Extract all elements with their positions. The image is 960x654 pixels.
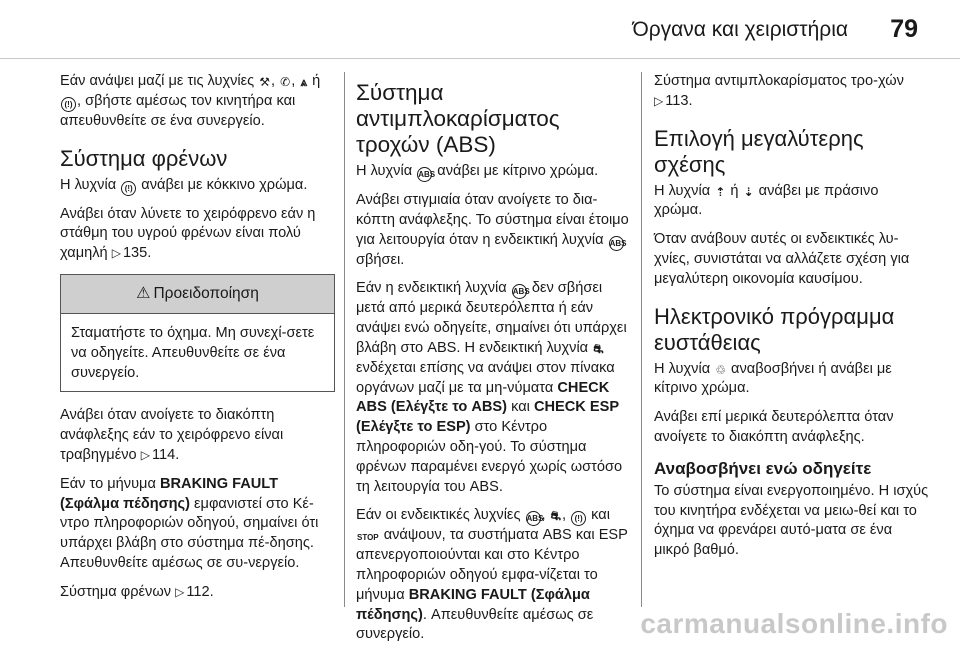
text: Ανάβει στιγμιαία όταν ανοίγετε το δια-κόπτη ανάφλεξης. Το σύστημα είναι έτοιμο για λειτουργία όταν η ενδεικτική λυχνία: [356, 192, 629, 248]
text: Η λυχνία: [654, 182, 715, 199]
text: ενδέχεται επίσης να ανάψει στον πίνακα οργάνων μαζί με τα μη-νύματα: [356, 359, 615, 396]
paragraph: [654, 182, 930, 222]
abs-icon: ABS: [526, 511, 541, 526]
column-divider: [344, 72, 345, 607]
text: ανάψουν, τα συστήματα ABS και ESP απενεργοποιούνται και στο Κέντρο πληροφοριών οδηγού εμφα-νίζεται το μήνυμα: [356, 527, 628, 603]
text: ή: [726, 182, 743, 199]
page-header: [0, 0, 960, 62]
watermark: carmanualsonline.info: [640, 608, 948, 639]
page-reference-icon: ▷: [140, 447, 150, 462]
page-reference[interactable]: 113.: [665, 92, 693, 109]
message-text: CHECK ABS (Ελέγξτε το ABS): [356, 379, 610, 416]
brake-warning-icon: (!): [571, 511, 586, 526]
text: Ανάβει όταν ανοίγετε το διακόπτη ανάφλεξης εάν το χειρόφρενο είναι τραβηγμένο: [60, 407, 284, 463]
text: Εάν το μήνυμα: [60, 475, 160, 492]
text: , σβήστε αμέσως τον κινητήρα και απευθυνθείτε σε ένα συνεργείο.: [60, 92, 296, 129]
page-reference-icon: ▷: [654, 93, 664, 108]
stop-icon: STOP: [357, 533, 379, 543]
text: ,: [291, 73, 296, 89]
text: Εάν η ενδεικτική λυχνία: [356, 280, 511, 297]
abs-icon: ABS: [512, 284, 527, 299]
section-heading-abs: Σύστημα αντιμπλοκαρίσματος τροχών (ABS): [356, 80, 560, 157]
esp-program-icon: ♲: [715, 362, 726, 377]
paragraph: [356, 506, 629, 645]
paragraph: [654, 360, 930, 400]
text: αναβοσβήνει ή ανάβει με κίτρινο χρώμα.: [654, 360, 892, 397]
shift-up-icon: ⇡: [715, 184, 726, 199]
text: ,: [541, 507, 550, 524]
warning-header: [61, 275, 334, 314]
text: Εάν οι ενδεικτικές λυχνίες: [356, 507, 525, 524]
text: και: [507, 399, 534, 416]
paragraph: [654, 72, 930, 112]
esp-icon: ⛐: [593, 341, 604, 356]
column-divider: [641, 72, 642, 607]
text: εμφανιστεί στο Κέ-ντρο πληροφοριών οδηγού, σημαίνει ότι υπάρχει βλάβη στο σύστημα πέ-δησης. Απευθυνθείτε αμέσως σε συ-νεργείο.: [60, 495, 319, 571]
text: ,: [562, 507, 571, 524]
paragraph: [60, 475, 335, 574]
abs-icon: ABS: [609, 236, 624, 251]
paragraph: [60, 583, 335, 603]
esp-icon: ⛐: [550, 509, 561, 524]
paragraph: [356, 191, 629, 270]
warning-box: [60, 274, 335, 392]
warning-body: Σταματήστε το όχημα. Μη συνεχί-σετε να οδηγείτε. Απευθυνθείτε σε ένα συνεργείο.: [71, 324, 315, 381]
text: ανάβει με πράσινο χρώμα.: [654, 182, 879, 219]
airbag-icon: ✆: [280, 75, 291, 89]
text: στο Κέντρο πληροφοριών οδη-γού. Το σύστημα φρένων παραμένει ενεργό χωρίς ωστόσο τη λειτουργία του ABS.: [356, 419, 623, 495]
paragraph: [60, 176, 335, 196]
paragraph: Όταν ανάβουν αυτές οι ενδεικτικές λυ-χνίες, συνιστάται να αλλάζετε σχέση για μεγαλύτερη οικονομία καυσίμου.: [654, 231, 910, 287]
page-reference[interactable]: 112.: [186, 583, 214, 600]
header-title: Όργανα και χειριστήρια: [632, 18, 848, 41]
text: Σύστημα αντιμπλοκαρίσματος τρο-χών: [654, 73, 904, 89]
paragraph: Το σύστημα είναι ενεργοποιημένο. Η ισχύς του κινητήρα ενδέχεται να μειω-θεί και το όχημα να φρενάρει αυτό-ματα σε ένα μικρό βαθμό.: [654, 482, 929, 559]
paragraph: [60, 205, 335, 264]
warning-triangle-icon: ⚠: [136, 284, 151, 302]
text: ανάβει με κόκκινο χρώμα.: [137, 176, 308, 193]
text: ανάβει με κίτρινο χρώμα.: [433, 163, 599, 179]
page-number: 79: [890, 15, 918, 43]
brake-warning-icon: (!): [121, 181, 136, 196]
text: δεν σβήσει μετά από μερικά δευτερόλεπτα ή εάν ανάψει ενώ οδηγείτε, σημαίνει ότι υπάρχει βλάβη στο ABS. Η ενδεικτική λυχνία: [356, 280, 627, 356]
paragraph: [356, 162, 629, 182]
paragraph: [356, 279, 629, 497]
page-reference[interactable]: 114.: [151, 446, 180, 463]
text: ,: [271, 73, 280, 89]
section-heading-brake-system: Σύστημα φρένων: [60, 145, 228, 171]
text: Ανάβει όταν λύνετε το χειρόφρενο εάν η στάθμη του υγρού φρένων είναι πολύ χαμηλή: [60, 205, 316, 262]
text: ή: [308, 73, 321, 89]
paragraph: [60, 406, 335, 465]
text: . Απευθυνθείτε αμέσως σε συνεργείο.: [356, 606, 594, 643]
paragraph: Ανάβει επί μερικά δευτερόλεπτα όταν ανοίγετε το διακόπτη ανάφλεξης.: [654, 409, 894, 445]
message-text: CHECK ESP (Ελέγξτε το ESP): [356, 399, 619, 436]
text: Εάν ανάψει μαζί με τις λυχνίες: [60, 73, 259, 89]
brake-warning-icon: (!): [61, 97, 76, 112]
message-text: BRAKING FAULT (Σφάλμα πέδησης): [356, 586, 590, 623]
message-text: BRAKING FAULT (Σφάλμα πέδησης): [60, 475, 279, 512]
page-reference-icon: ▷: [175, 584, 185, 599]
coolant-icon: ⩓: [300, 75, 308, 89]
page-reference[interactable]: 135.: [122, 245, 152, 262]
text: Η λυχνία: [60, 176, 121, 193]
header-rule: [0, 58, 960, 59]
warning-title: Προειδοποίηση: [153, 284, 259, 302]
shift-down-icon: ⇣: [743, 184, 754, 199]
text: και: [591, 507, 610, 524]
column-right: [654, 72, 930, 570]
text: Η λυχνία: [356, 163, 417, 179]
seatbelt-icon: ⚒: [259, 75, 271, 89]
paragraph: [60, 72, 335, 132]
column-middle: [356, 72, 629, 654]
page-reference-icon: ▷: [111, 246, 121, 261]
abs-icon: ABS: [417, 167, 432, 182]
section-heading-shift-up: Επιλογή μεγαλύτερης σχέσης: [654, 125, 864, 177]
text: σβήσει.: [356, 251, 405, 268]
text: Σύστημα φρένων: [60, 583, 176, 600]
subheading-flashing-while-driving: Αναβοσβήνει ενώ οδηγείτε: [654, 458, 872, 478]
section-heading-esp: Ηλεκτρονικό πρόγραμμα ευστάθειας: [654, 303, 895, 355]
text: Η λυχνία: [654, 360, 715, 377]
column-left: [60, 72, 335, 612]
